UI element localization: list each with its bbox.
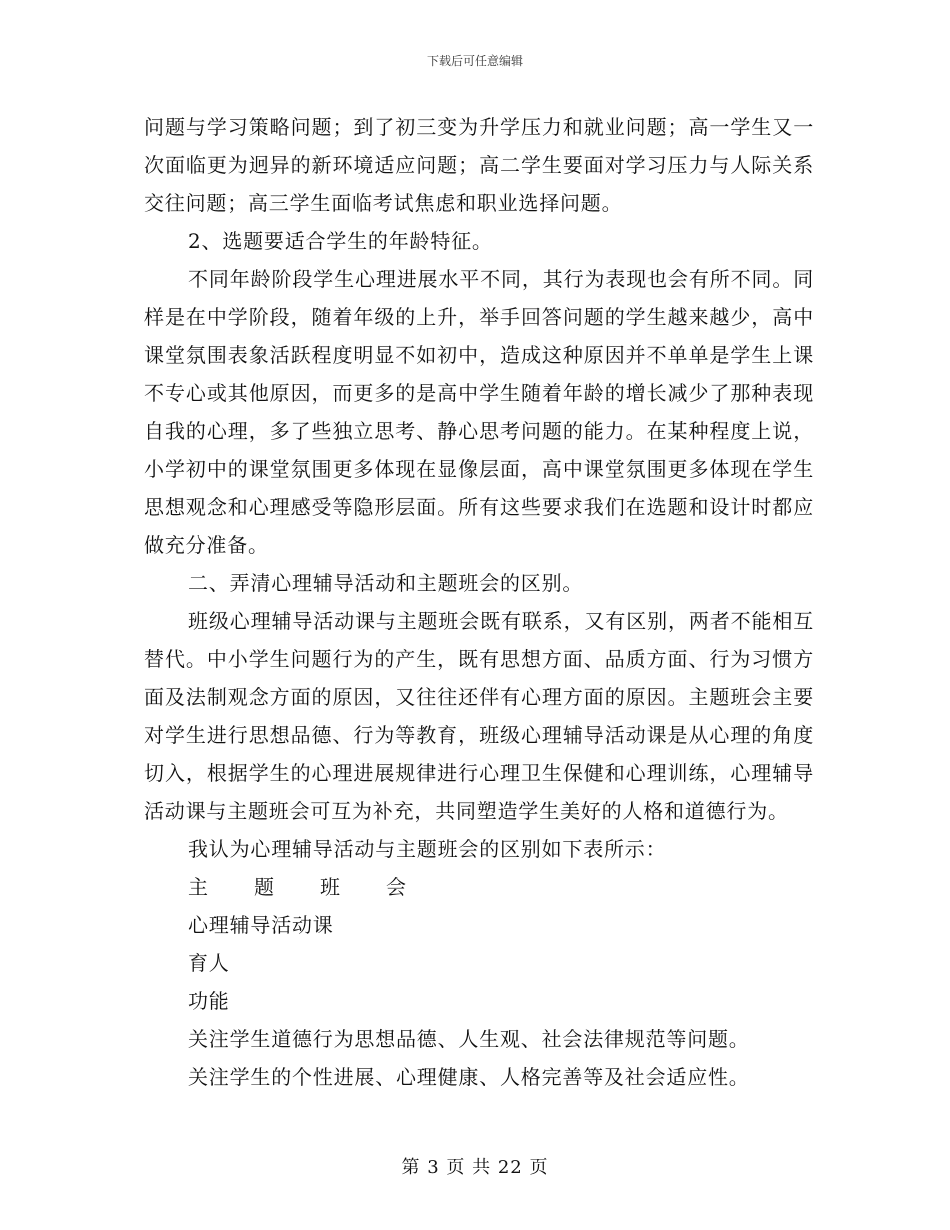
table-row-label-function: 功能 (188, 989, 230, 1013)
table-cell-counseling-function: 关注学生的个性进展、心理健康、人格完善等及社会适应性。 (188, 1065, 750, 1089)
table-cell-education: 育人 (188, 951, 230, 975)
table-header-char: 会 (386, 875, 407, 899)
page-header: 下载后可任意编辑 (426, 54, 523, 68)
paragraph-continuation: 问题与学习策略问题；到了初三变为升学压力和就业问题；高一学生又一次面临更为迥异的新环境适应问题；高二学生要面对学习压力与人际关系交往问题；高三学生面临考试焦虑和职业选择问题。 (144, 115, 814, 215)
document-body (144, 108, 814, 1096)
subheading-age-feature: 2、选题要适合学生的年龄特征。 (188, 229, 493, 253)
section-heading-distinction: 二、弄清心理辅导活动和主题班会的区别。 (188, 571, 584, 595)
paragraph-class-meeting-relation: 班级心理辅导活动课与主题班会既有联系，又有区别，两者不能相互替代。中小学生问题行为的产生，既有思想方面、品质方面、行为习惯方面及法制观念方面的原因，又往往还伴有心理方面的原因。主题班会主要对学生进行思想品德、行为等教育，班级心理辅导活动课是从心理的角度切入，根据学生的心理进展规律进行心理卫生保健和心理训练，心理辅导活动课与主题班会可互为补充，共同塑造学生美好的人格和道德行为。 (144, 609, 814, 823)
table-cell-meeting-function: 关注学生道德行为思想品德、人生观、社会法律规范等问题。 (188, 1027, 750, 1051)
paragraph-age-differences: 不同年龄阶段学生心理进展水平不同，其行为表现也会有所不同。同样是在中学阶段，随着年级的上升，举手回答问题的学生越来越少，高中课堂氛围表象活跃程度明显不如初中，造成这种原因并不单单是学生上课不专心或其他原因，而更多的是高中学生随着年龄的增长减少了那种表现自我的心理，多了些独立思考、静心思考问题的能力。在某种程度上说，小学初中的课堂氛围更多体现在显像层面，高中课堂氛围更多体现在学生思想观念和心理感受等隐形层面。所有这些要求我们在选题和设计时都应做充分准备。 (144, 267, 814, 557)
paragraph-table-intro: 我认为心理辅导活动与主题班会的区别如下表所示： (188, 837, 667, 861)
table-header-char: 主 (188, 875, 209, 899)
page-number: 第 3 页 共 22 页 (401, 1157, 549, 1178)
table-header-char: 题 (254, 875, 275, 899)
table-header-char: 班 (320, 875, 341, 899)
table-header-counseling-class: 心理辅导活动课 (188, 913, 334, 937)
table-header-theme-meeting (144, 868, 814, 906)
